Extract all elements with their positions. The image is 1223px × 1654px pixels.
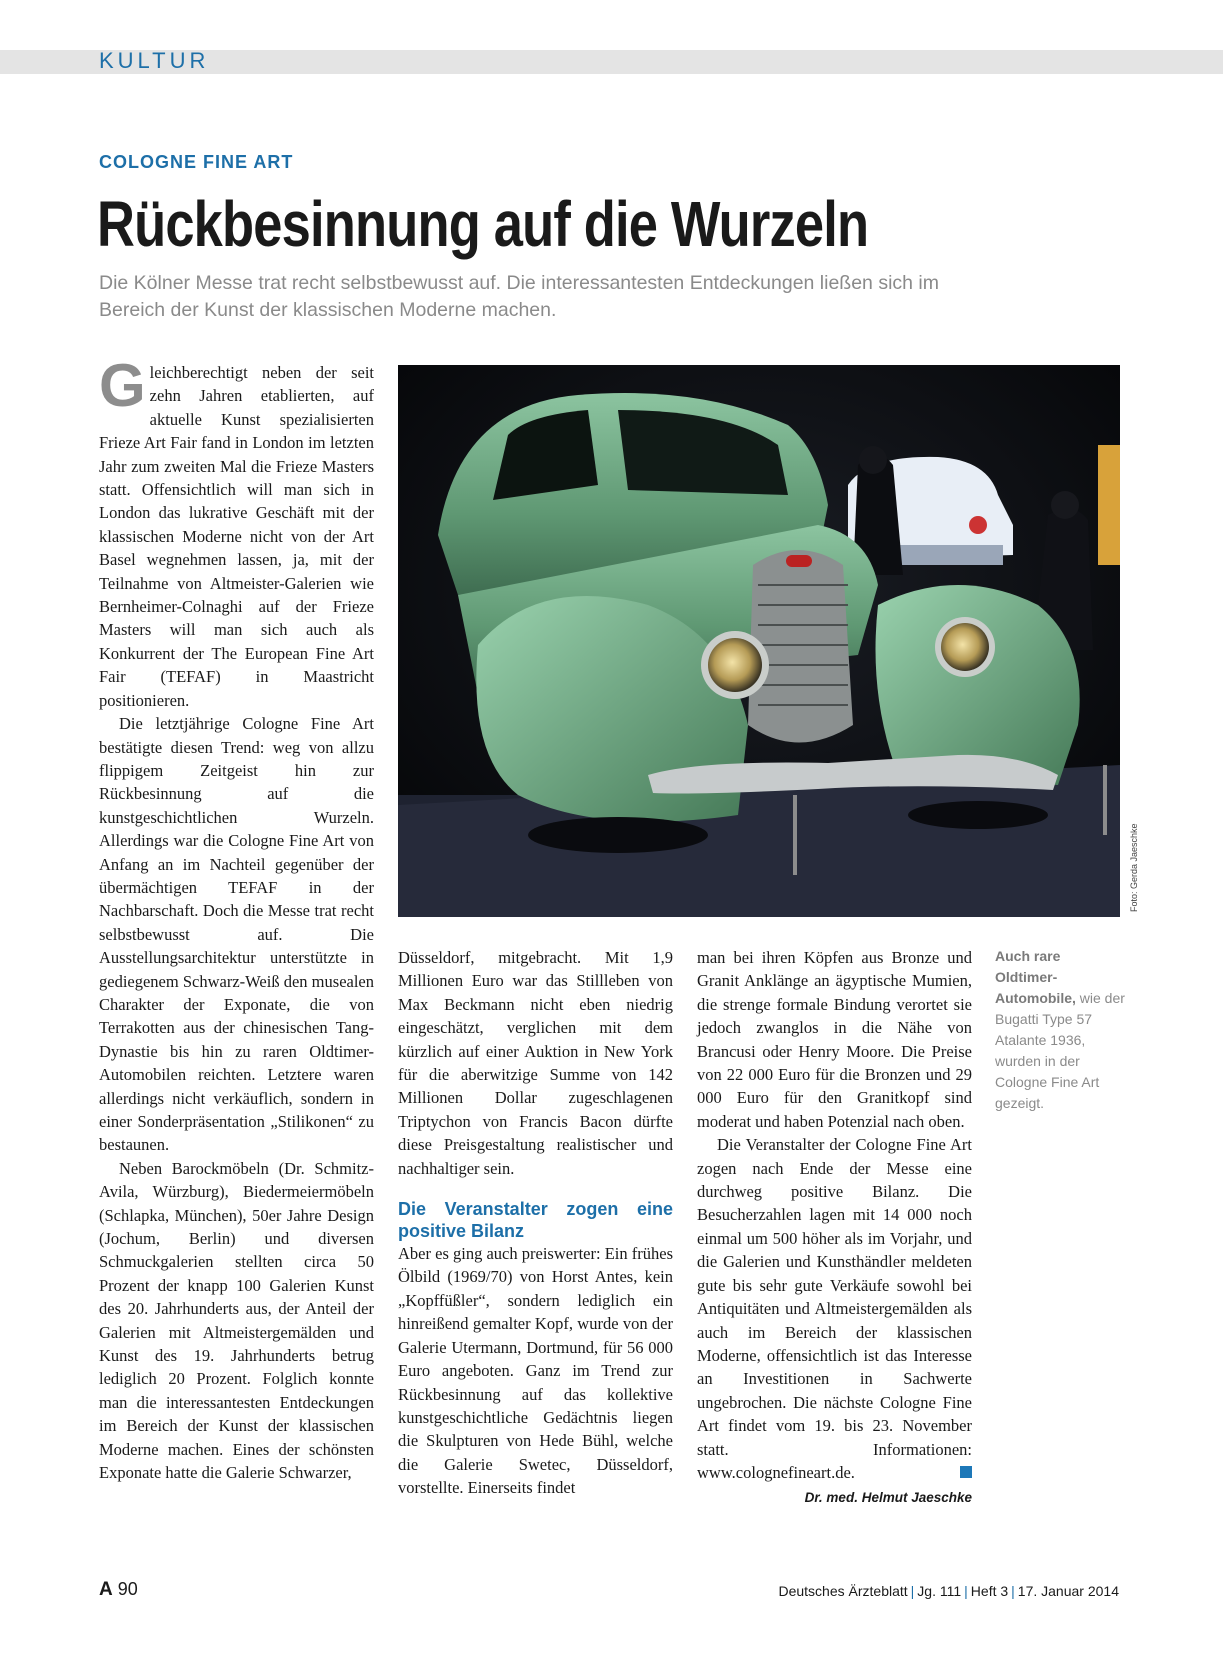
paragraph-2: Die letztjährige Cologne Fine Art bestätigte diesen Trend: weg von allzu flippigem Zeitgeist hin zur Rückbesinnung auf die kunstgeschichtlichen Wurzeln. Allerdings war die Cologne Fine Art von Anfang an im Nachteil gegenüber der übermächtigen TEFAF in der Nachbarschaft. Doch die Messe trat recht selbstbewusst auf. Die Ausstellungsarchitektur unterstützte in gediegenem Schwarz-Weiß den musealen Charakter der Exponate, die von Terrakotten aus der chinesischen Tang-Dynastie bis hin zu raren Oldtimer-Automobilen reichten. Letztere waren allerdings nicht verkäuflich, sondern in einer Sonderpräsentation „Stilikonen“ zu bestaunen. (99, 714, 374, 1155)
article-subhead: Die Veranstalter zogen eine positive Bilanz (398, 1199, 673, 1242)
end-mark (960, 1466, 972, 1478)
section-label: KULTUR (99, 48, 210, 73)
article-kicker: COLOGNE FINE ART (99, 152, 294, 172)
article-column-2 (398, 946, 673, 1500)
journal-issue: Heft 3 (970, 1583, 1009, 1599)
article-column-1 (99, 352, 374, 1485)
bugatti-photo (398, 365, 1120, 917)
photo-credit: Foto: Gerda Jaeschke (1129, 823, 1139, 912)
journal-volume: Jg. 111 (917, 1583, 962, 1599)
paragraph-1: Gleichberechtigt neben der seit zehn Jahren etablierten, auf aktuelle Kunst spezialisierten Frieze Art Fair fand in London im letzten Jahr zum zweiten Mal die Frieze Masters statt. Offensichtlich will man sich in London das lukrative Geschäft mit der klassischen Moderne nicht von der Art Basel wegnehmen lassen, ja, mit der Teilnahme von Altmeister-Galerien wie Bernheimer-Colnaghi auf der Frieze Masters will man sich auch als Konkurrent der The European Fine Art Fair (TEFAF) in Maastricht positionieren. (99, 352, 374, 710)
page-number (99, 1579, 138, 1601)
journal-name: Deutsches Ärzteblatt (778, 1583, 908, 1599)
page-letter: A (99, 1579, 113, 1600)
journal-date: 17. Januar 2014 (1017, 1583, 1119, 1599)
paragraph-3: Neben Barockmöbeln (Dr. Schmitz-Avila, Würzburg), Biedermeiermöbeln (Schlapka, München), 50er Jahre Design (Jochum, Berlin) und diversen Schmuckgalerien stellten circa 50 Prozent der knapp 100 Galerien Kunst des 20. Jahrhunderts aus, der Anteil der Galerien mit Altmeistergemälden und Kunst des 19. Jahrhunderts betrug lediglich 20 Prozent. Folglich konnte man die interessantesten Entdeckungen im Bereich der Kunst der klassischen Moderne machen. Eines der schönsten Exponate hatte die Galerie Schwarzer, (99, 1158, 374, 1483)
paragraph-6: man bei ihren Köpfen aus Bronze und Granit Anklänge an ägyptische Mumien, die strenge formale Bindung verortet sie jedoch zwanglos in die Nähe von Brancusi oder Henry Moore. Die Preise von 22 000 Euro für die Bronzen und 29 000 Euro für den Granitkopf sind moderat und haben Potenzial nach oben. (697, 948, 972, 1131)
page-number-value: 90 (117, 1579, 138, 1599)
article-column-3 (697, 946, 972, 1510)
paragraph-5: Aber es ging auch preiswerter: Ein frühes Ölbild (1969/70) von Horst Antes, kein „Kopffüßler“, sondern lediglich ein hinreißend gemalter Kopf, wurde von der Galerie Utermann, Dortmund, für 56 000 Euro angeboten. Ganz im Trend zur Rückbesinnung auf das kollektive kunstgeschichtliche Gedächtnis liegen die Skulpturen von Hede Bühl, welche die Galerie Swetec, Düsseldorf, vorstellte. Einerseits findet (398, 1244, 673, 1498)
caption-text: wie der Bugatti Type 57 Atalante 1936, wurden in der Cologne Fine Art gezeigt. (995, 990, 1125, 1111)
article-headline: Rückbesinnung auf die Wurzeln (97, 188, 869, 260)
paragraph-7: Die Veranstalter der Cologne Fine Art zogen nach Ende der Messe eine durchweg positive Bilanz. Die Besucherzahlen lagen mit 14 000 noch einmal um 500 höher als im Vorjahr, und die Galerien und Kunsthändler meldeten gute bis sehr gute Verkäufe sowohl bei Antiquitäten und Altmeistergemälden als auch im Bereich der klassischen Moderne, offensichtlich ist das Interesse an Investitionen in Sachwerte ungebrochen. Die nächste Cologne Fine Art findet vom 19. bis 23. November statt. Informationen: www.colognefineart.de. (697, 1135, 972, 1482)
journal-footer: Deutsches Ärzteblatt | Jg. 111 | Heft 3 | 17. Januar 2014 (778, 1583, 1119, 1599)
article-deck: Die Kölner Messe trat recht selbstbewusst auf. Die interessantesten Entdeckungen ließen sich im Bereich der Kunst der klassischen Moderne machen. (99, 272, 939, 321)
author-byline: Dr. med. Helmut Jaeschke (804, 1490, 972, 1506)
drop-cap: G (99, 352, 146, 419)
caption-lead: Auch rare Oldtimer-Automobile, (995, 948, 1076, 1006)
paragraph-4: Düsseldorf, mitgebracht. Mit 1,9 Millionen Euro war das Stillleben von Max Beckmann nicht eben niedrig eingeschätzt, verglichen mit dem kürzlich auf einer Auktion in New York für die aberwitzige Summe von 142 Millionen Dollar zugeschlagenen Triptychon von Francis Bacon dürfte diese Preisgestaltung realistischer und nachhaltiger sein. (398, 948, 673, 1178)
photo-caption (995, 946, 1125, 1114)
